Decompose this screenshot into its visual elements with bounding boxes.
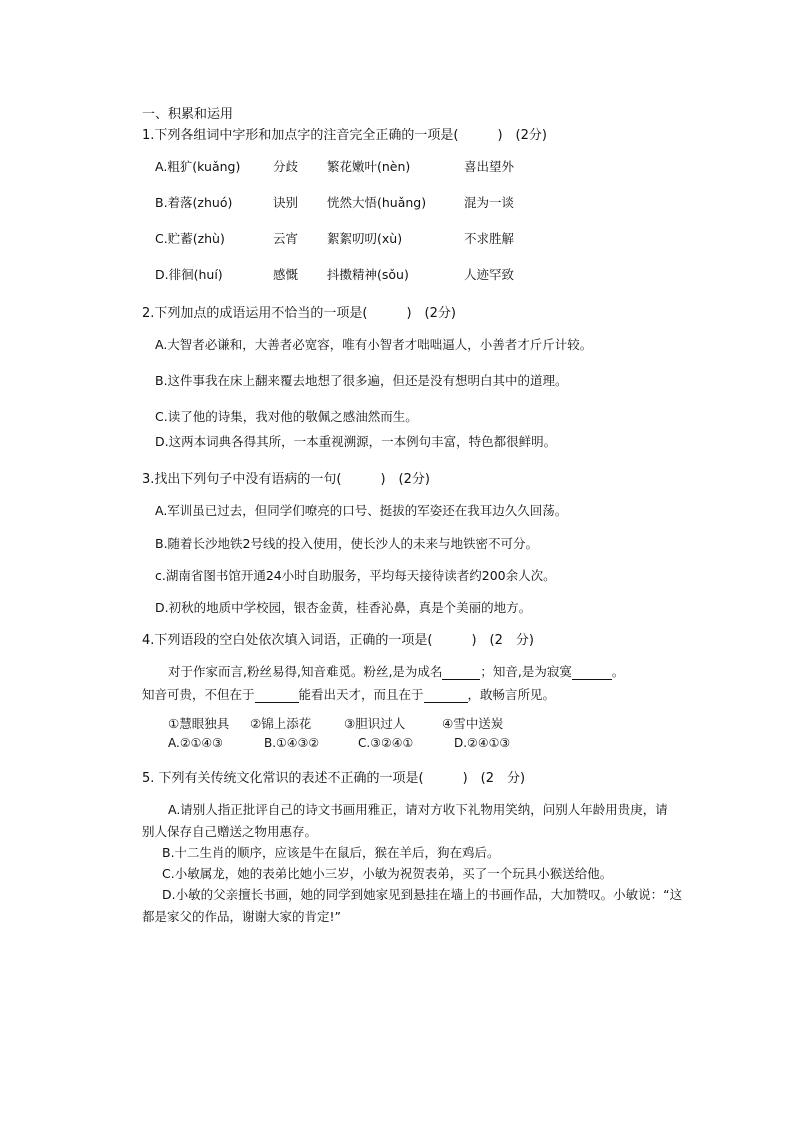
q1-d-word2: 感慨 <box>273 267 299 282</box>
q4-blank-2 <box>572 664 612 680</box>
q1-stem: 1.下列各组词中字形和加点字的注音完全正确的一项是( ) (2分) <box>142 128 547 143</box>
q5-option-a-line2: 别人保存自己赠送之物用惠存。 <box>142 824 318 839</box>
q4-passage-1b: ；知音,是为寂寞 <box>480 664 572 679</box>
q5-option-d-line1: D.小敏的父亲擅长书画，她的同学到她家见到悬挂在墙上的书画作品，大加赞叹。小敏说：“这 <box>162 887 683 902</box>
q2-option-d: D.这两本词典各得其所，一本重视溯源，一本例句丰富，特色都很鲜明。 <box>155 434 557 449</box>
q4-blank-3 <box>255 687 299 703</box>
q4-passage-2c: ，敢畅言所见。 <box>467 687 556 702</box>
q1-a-word4: 喜出望外 <box>464 159 515 174</box>
section-title: 一、积累和运用 <box>142 107 234 122</box>
q2-option-b: B.这件事我在床上翻来覆去地想了很多遍，但还是没有想明白其中的道理。 <box>155 373 568 388</box>
q1-b-word3: 恍然大悟(huǎng) <box>327 195 427 210</box>
q5-stem: 5. 下列有关传统文化常识的表述不正确的一项是( ) (2 分) <box>142 771 526 786</box>
q1-c-word2: 云宵 <box>273 231 299 246</box>
q5-option-d-line2: 都是家父的作品，谢谢大家的肯定!” <box>142 909 341 924</box>
q4-passage-2b: 能看出天才，而且在于 <box>298 687 424 702</box>
q4-word-1: ①慧眼独具 <box>168 716 230 731</box>
q1-a-word1: A.粗犷(kuǎng) <box>155 159 241 174</box>
q3-stem: 3.找出下列句子中没有语病的一句( ) (2分) <box>142 472 430 487</box>
q1-d-word4: 人迹罕致 <box>464 267 515 282</box>
q4-choice-c: C.③②④① <box>358 736 414 750</box>
q3-option-d: D.初秋的地质中学校园，银杏金黄，桂香沁鼻，真是个美丽的地方。 <box>155 600 532 615</box>
q1-a-word2: 分歧 <box>273 159 299 174</box>
q1-b-word2: 诀别 <box>273 195 299 210</box>
q1-c-word3: 絮絮叨叨(xù) <box>327 231 403 246</box>
q4-stem: 4.下列语段的空白处依次填入词语，正确的一项是( ) (2 分) <box>142 633 534 648</box>
q2-stem: 2.下列加点的成语运用不恰当的一项是( ) (2分) <box>142 306 456 321</box>
q1-b-word4: 混为一谈 <box>464 195 515 210</box>
q5-option-c: C.小敏属龙，她的表弟比她小三岁，小敏为祝贺表弟，买了一个玩具小猴送给他。 <box>162 866 613 881</box>
q1-d-word3: 抖擞精神(sǒu) <box>327 267 409 282</box>
q5-option-b: B.十二生肖的顺序，应该是牛在鼠后，猴在羊后，狗在鸡后。 <box>162 845 500 860</box>
q4-word-3: ③胆识过人 <box>344 716 406 731</box>
q4-choice-a: A.②①④③ <box>168 736 223 750</box>
q1-d-word1: D.徘徊(huí) <box>155 267 223 282</box>
q4-choice-b: B.①④③② <box>264 736 320 750</box>
q1-b-word1: B.着落(zhuó) <box>155 195 233 210</box>
q3-option-c: c.湖南省图书馆开通24小时自助服务，平均每天接待读者约200余人次。 <box>155 568 556 583</box>
q2-option-c: C.读了他的诗集，我对他的敬佩之感油然而生。 <box>155 409 418 424</box>
q4-passage-1a: 对于作家而言,粉丝易得,知音难觅。粉丝,是为成名 <box>168 664 443 679</box>
q3-option-a: A.军训虽已过去，但同学们嘹亮的口号、挺拔的军姿还在我耳边久久回荡。 <box>155 503 568 518</box>
q4-blank-4 <box>424 687 468 703</box>
q4-word-4: ④雪中送炭 <box>442 716 504 731</box>
q1-c-word1: C.贮蓄(zhù) <box>155 231 225 246</box>
q3-option-b: B.随着长沙地铁2号线的投入使用，使长沙人的未来与地铁密不可分。 <box>155 536 539 551</box>
q1-a-word3: 繁花嫩叶(nèn) <box>327 159 411 174</box>
q4-choice-d: D.②④①③ <box>454 736 511 750</box>
q4-passage-line2 <box>142 685 555 703</box>
q1-c-word4: 不求胜解 <box>464 231 515 246</box>
q4-passage-2a: 知音可贵，不但在于 <box>142 687 255 702</box>
q4-passage-1c: 。 <box>611 664 625 679</box>
q2-option-a: A.大智者必谦和，大善者必宽容，唯有小智者才咄咄逼人，小善者才斤斤计较。 <box>155 337 593 352</box>
q4-passage-line1 <box>168 662 624 680</box>
q4-word-2: ②锦上添花 <box>250 716 312 731</box>
q4-blank-1 <box>442 664 480 680</box>
q5-option-a-line1: A.请别人指正批评自己的诗文书画用雅正，请对方收下礼物用笑纳，问别人年龄用贵庚，请 <box>168 802 668 817</box>
